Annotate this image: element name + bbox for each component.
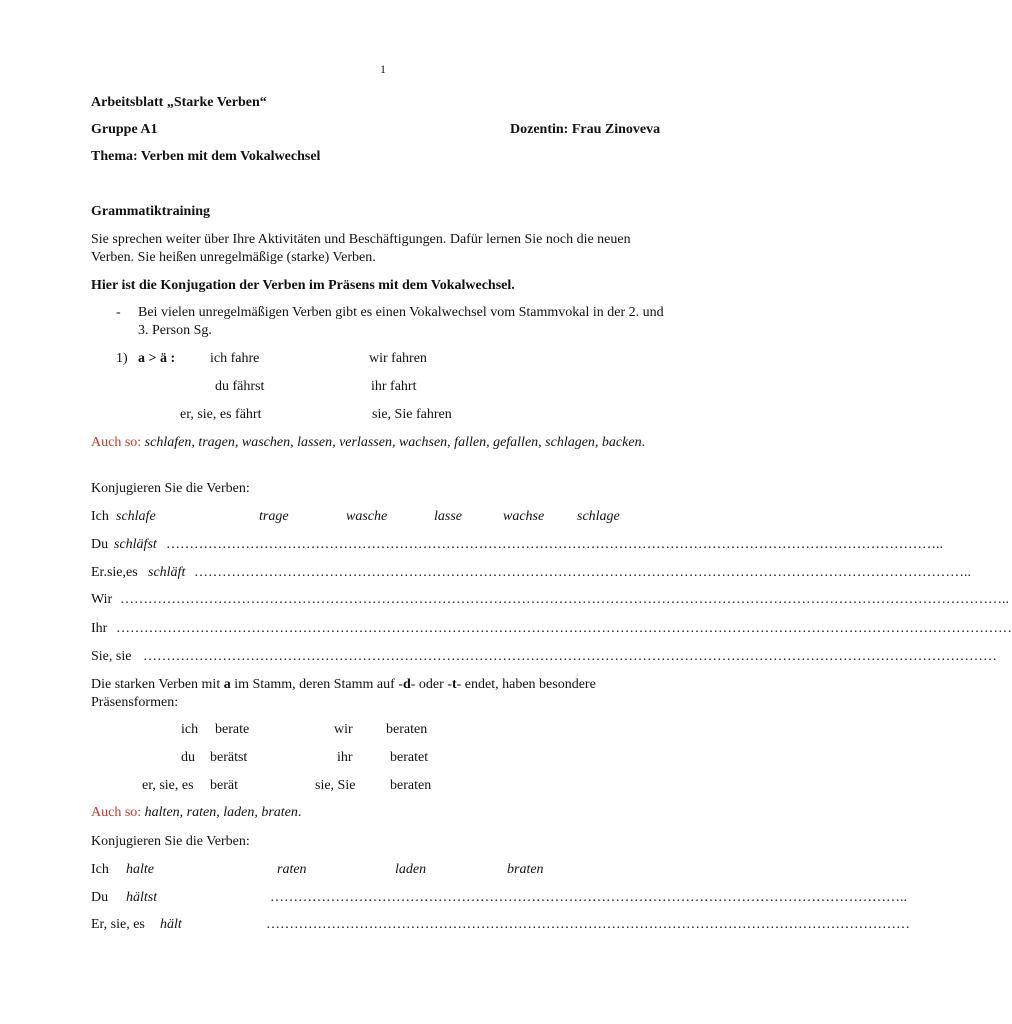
answer-blank[interactable]: ……………………………………………………………………………………………………………………………………………………………………….. [120,592,1009,607]
row-pronoun: Du [91,537,109,552]
topic-label: Thema: Verben mit dem Vokalwechsel [91,149,321,164]
bullet-dash: - [116,305,121,320]
example-verb: braten [507,862,544,877]
row-form: schläft [148,565,186,580]
conj-pl-1: wir fahren [369,351,427,366]
example-verb: halte [126,862,154,877]
conj2-pron: ich [181,722,199,737]
answer-blank[interactable]: ………………………………………………………………………………………………………………………………………………………………… [143,649,997,664]
example-verb: laden [395,862,427,877]
section2-intro [91,676,671,712]
conj2-verb: berate [215,722,250,737]
section-heading: Grammatiktraining [91,204,210,219]
conj2-pron: ihr [337,750,353,765]
intro-bold-d: d [402,677,411,692]
conj-sg-3: er, sie, es fährt [180,407,262,422]
example-verb: wachse [503,509,545,524]
answer-blank[interactable]: ………………………………………………………………………………………………………………………… [266,917,910,932]
conj2-verb: beratet [390,750,429,765]
auch-so-end: . [641,435,646,450]
example-verb: raten [277,862,307,877]
auch-so-line [91,434,671,452]
conj2-pron: sie, Sie [315,778,356,793]
auch-so-verbs: schlafen, tragen, waschen, lassen, verlassen, wachsen, fallen, gefallen, schlagen, backen [144,435,642,450]
answer-blank[interactable]: ………………………………………………………………………………………………………………………………………………………………………… [116,621,1012,636]
example-pronoun: Ich [91,509,109,524]
row-pronoun: Ihr [91,621,108,636]
conj2-pron: du [181,750,195,765]
row-pronoun: Er, sie, es [91,917,145,932]
bullet-text: Bei vielen unregelmäßigen Verben gibt es einen Vokalwechsel vom Stammvokal in der 2. und 3. Person Sg. [138,305,664,338]
row-form: schläfst [114,537,157,552]
intro-paragraph: Sie sprechen weiter über Ihre Aktivitäten und Beschäftigungen. Dafür lernen Sie noch die neuen Verben. Sie heißen unregelmäßige (starke) Verben. [91,232,631,265]
conj2-verb: berätst [210,750,248,765]
row-form: hältst [126,890,158,905]
auch-so-line-2 [91,804,301,822]
answer-blank[interactable]: ………………………………………………………………………………………………………………………………………………….. [166,537,943,552]
auch-so-label: Auch so: [91,435,142,450]
group-label: Gruppe A1 [91,122,158,137]
rule-number: 1) [116,351,128,366]
worksheet-title: Arbeitsblatt „Starke Verben“ [91,95,267,110]
conj2-pron: er, sie, es [142,778,194,793]
example-pronoun: Ich [91,862,109,877]
row-form: hält [160,917,182,932]
row-pronoun: Er.sie,es [91,565,138,580]
example-verb: schlage [577,509,620,524]
conj-pl-2: ihr fahrt [371,379,417,394]
teacher-label: Dozentin: Frau Zinoveva [510,122,661,137]
conjugation-heading: Hier ist die Konjugation der Verben im Präsens mit dem Vokalwechsel. [91,278,515,293]
example-verb: wasche [346,509,388,524]
intro-bold-a: a [223,677,231,692]
auch-so-end: . [297,805,302,820]
page-number: 1 [380,62,386,76]
answer-blank[interactable]: ……………………………………………………………………………………………………………………….. [270,890,907,905]
answer-blank[interactable]: ………………………………………………………………………………………………………………………………………………….. [194,565,971,580]
conj-pl-3: sie, Sie fahren [372,407,452,422]
auch-so-label: Auch so: [91,805,142,820]
task-label-2: Konjugieren Sie die Verben: [91,834,250,849]
intro-text: Die starken Verben mit [91,677,221,692]
example-verb: schlafe [116,509,156,524]
example-verb: lasse [434,509,462,524]
rule-label: a > ä : [138,351,176,366]
intro-text: - endet, haben besondere Präsensformen: [91,677,596,710]
row-pronoun: Wir [91,592,113,607]
conj2-verb: beraten [386,722,428,737]
conj2-verb: berät [210,778,238,793]
row-pronoun: Sie, sie [91,649,132,664]
intro-bold-t: t [451,677,457,692]
auch-so-verbs: halten, raten, laden, braten [144,805,298,820]
conj2-verb: beraten [390,778,432,793]
intro-text: im Stamm, deren Stamm auf - [230,677,403,692]
conj2-pron: wir [334,722,353,737]
task-label: Konjugieren Sie die Verben: [91,481,250,496]
conj-sg-1: ich fahre [210,351,260,366]
conj-sg-2: du fährst [215,379,265,394]
intro-text: - oder - [410,677,452,692]
row-pronoun: Du [91,890,109,905]
example-verb: trage [259,509,289,524]
